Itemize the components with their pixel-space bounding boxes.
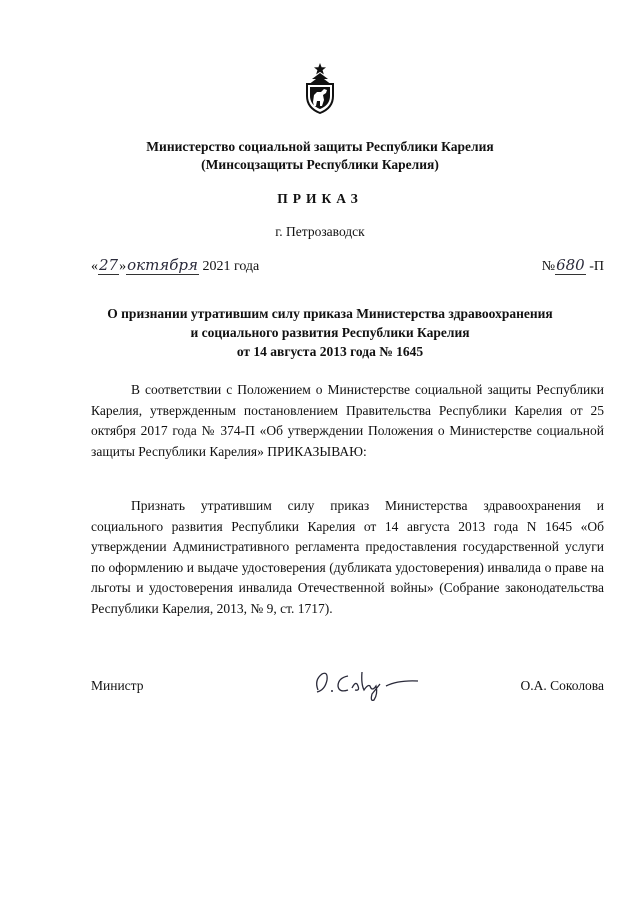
order-number bbox=[542, 256, 604, 275]
subject-line-1: О признании утратившим силу приказа Министерства здравоохранения bbox=[107, 306, 553, 321]
date-month: октября bbox=[127, 256, 198, 274]
signer-title: Министр bbox=[91, 678, 144, 693]
ministry-header bbox=[60, 138, 580, 174]
ministry-short-name: (Минсоцзащиты Республики Карелия) bbox=[201, 157, 439, 172]
date-close-quote: » bbox=[119, 259, 127, 274]
subject-line-3: от 14 августа 2013 года № 1645 bbox=[236, 344, 424, 359]
order-date bbox=[91, 256, 259, 275]
date-number-line bbox=[91, 256, 604, 278]
date-year: 2021 года bbox=[202, 259, 260, 274]
order-title: ПРИКАЗ bbox=[277, 191, 363, 206]
date-day: 27 bbox=[99, 256, 119, 274]
number-value: 680 bbox=[556, 256, 585, 274]
number-prefix: № bbox=[541, 259, 556, 274]
paragraph-basis: В соответствии с Положением о Министерстве социальной защиты Республики Карелия, утвержденным постановлением Правительства Республики Карелия от 25 октября 2017 года № 374-П «Об утверждении Положения о Министерстве социальной защиты Республики Карелия» ПРИКАЗЫВАЮ: bbox=[91, 382, 604, 459]
subject-line-2: и социального развития Республики Карелия bbox=[190, 325, 470, 340]
number-suffix: -П bbox=[589, 259, 604, 274]
order-subject bbox=[70, 304, 590, 361]
signer-name: О.А. Соколова bbox=[520, 678, 604, 693]
city-line: г. Петрозаводск bbox=[275, 224, 365, 239]
signature-block bbox=[91, 678, 604, 702]
ministry-name: Министерство социальной защиты Республики Карелия bbox=[146, 139, 494, 154]
paragraph-decision: Признать утратившим силу приказ Министерства здравоохранения и социального развития Республики Карелия от 14 августа 2013 года N 1645 «Об утверждении Административного регламента предоставления государственной услуги по оформлению и выдаче удостоверения (дубликата удостоверения) инвалида о праве на льготы и удостоверения инвалида Отечественной войны» (Собрание законодательства Республики Карелия, 2013, № 9, ст. 1717). bbox=[91, 498, 604, 616]
karelia-coat-of-arms-icon bbox=[302, 62, 338, 114]
date-open-quote: « bbox=[91, 259, 98, 274]
